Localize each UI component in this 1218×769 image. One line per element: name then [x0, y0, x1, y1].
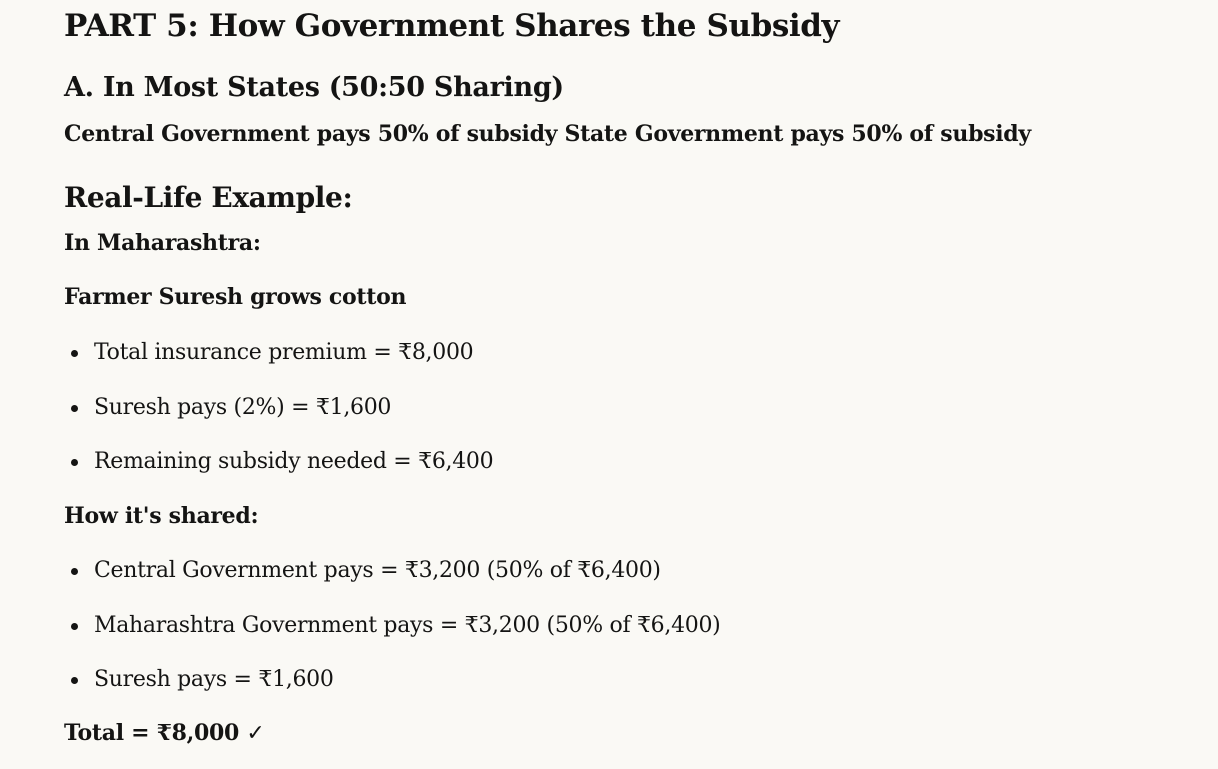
- share-list: [64, 556, 720, 720]
- section-a-heading: A. In Most States (50:50 Sharing): [64, 72, 564, 103]
- page-title: PART 5: How Government Shares the Subsidy: [64, 8, 840, 44]
- list-item-text: Suresh pays (2%) = ₹1,600: [94, 394, 392, 420]
- example-heading: Real-Life Example:: [64, 181, 353, 214]
- list-item: [64, 665, 720, 720]
- list-item-text: Remaining subsidy needed = ₹6,400: [94, 449, 494, 474]
- checkmark-icon: ✓: [246, 721, 265, 746]
- bullet-icon: [71, 677, 78, 684]
- premium-list: [64, 338, 493, 502]
- list-item-text: Suresh pays = ₹1,600: [94, 667, 334, 692]
- list-item: [64, 611, 720, 666]
- list-item: [64, 556, 720, 611]
- list-item: [64, 393, 493, 448]
- state-label: In Maharashtra:: [64, 230, 261, 256]
- list-item-text: Maharashtra Government pays = ₹3,200 (50% of ₹6,400): [94, 612, 721, 638]
- list-item: [64, 338, 493, 393]
- total-line: [64, 720, 265, 746]
- list-item-text: Central Government pays = ₹3,200 (50% of ₹6,400): [94, 558, 661, 583]
- list-item-text: Total insurance premium = ₹8,000: [94, 340, 474, 365]
- bullet-icon: [71, 350, 78, 357]
- shared-label: How it's shared:: [64, 503, 259, 529]
- farmer-label: Farmer Suresh grows cotton: [64, 284, 407, 310]
- bullet-icon: [71, 568, 78, 575]
- list-item: [64, 447, 493, 502]
- bullet-icon: [71, 623, 78, 630]
- total-label: Total = ₹8,000: [64, 720, 240, 746]
- section-a-summary: Central Government pays 50% of subsidy State Government pays 50% of subsidy: [64, 121, 1031, 147]
- bullet-icon: [71, 459, 78, 466]
- bullet-icon: [71, 405, 78, 412]
